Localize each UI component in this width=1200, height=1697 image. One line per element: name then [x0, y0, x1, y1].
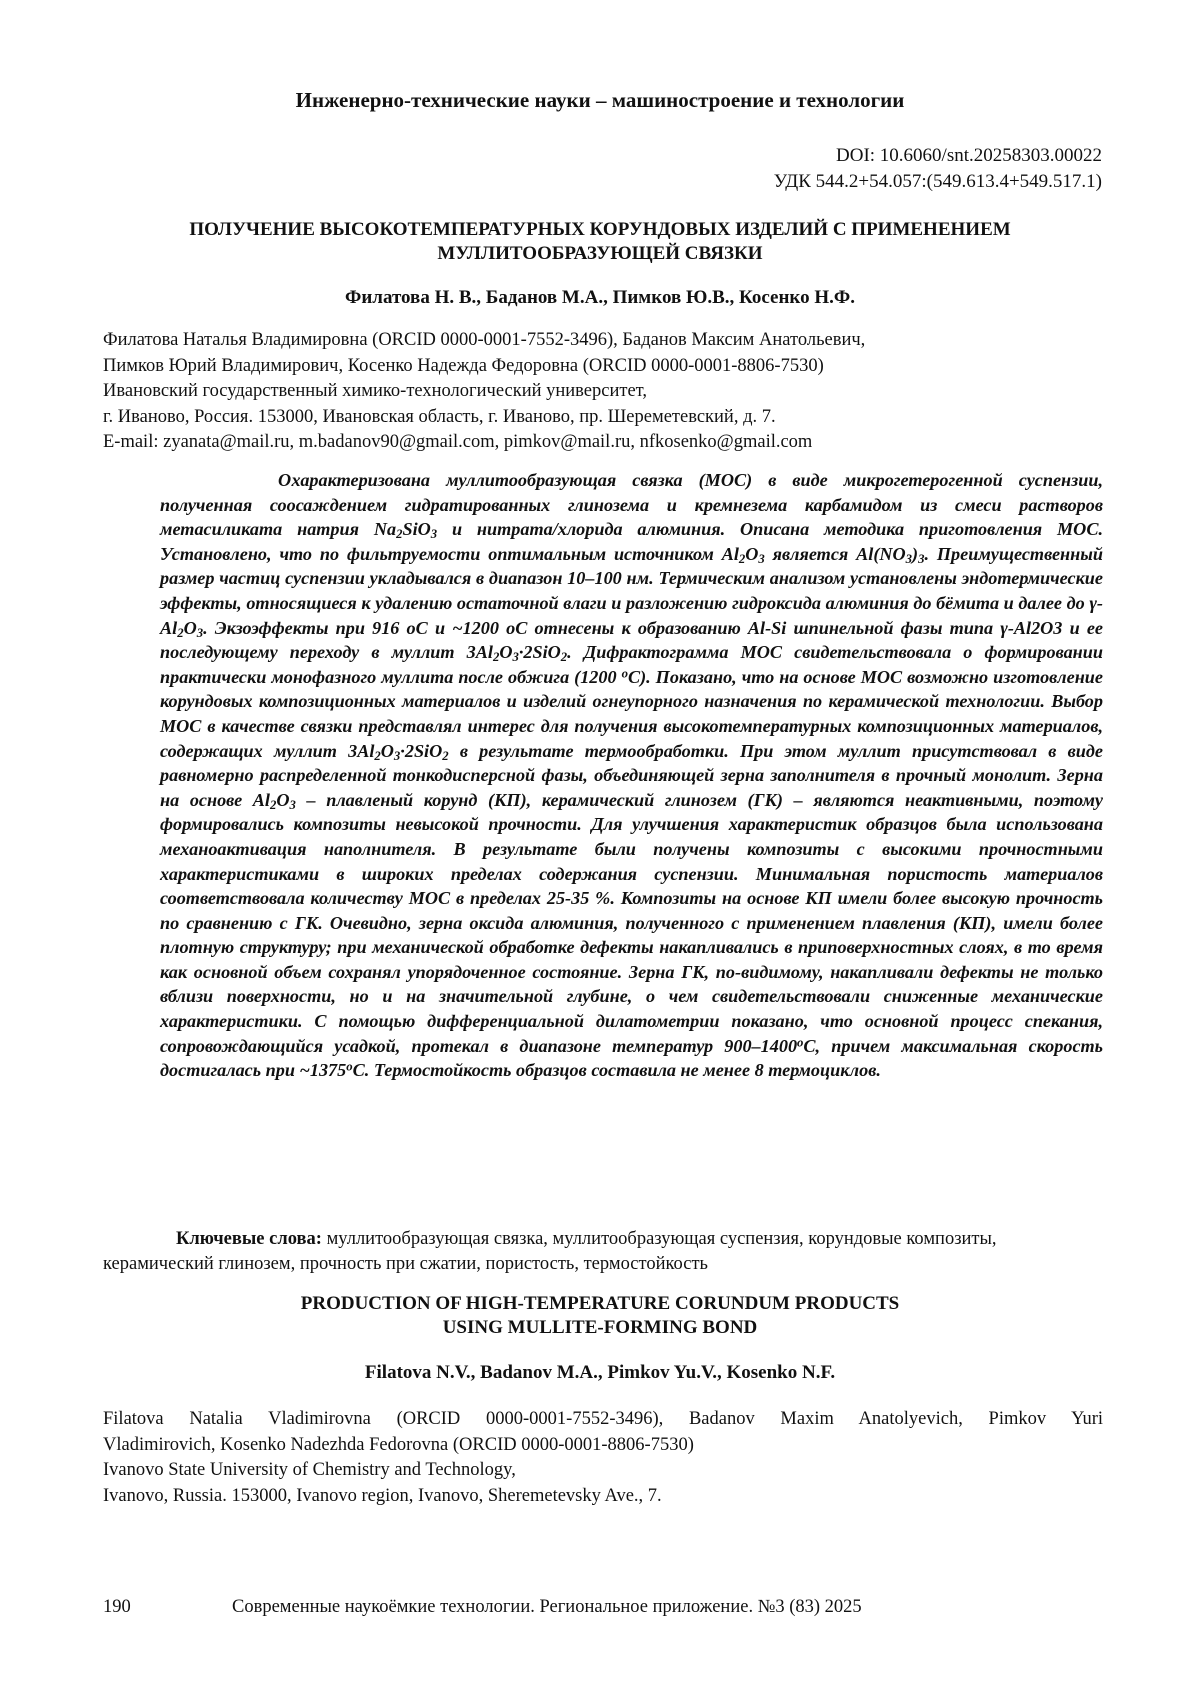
affiliation-line: Filatova Natalia Vladimirovna (ORCID 0000-0001-7552-3496), Badanov Maxim Anatolyevich, Pimkov Yuri — [103, 1409, 1103, 1429]
affiliation-english — [103, 1407, 1103, 1509]
keywords-russian — [103, 1227, 1103, 1277]
journal-footer: Современные наукоёмкие технологии. Региональное приложение. №3 (83) 2025 — [232, 1597, 862, 1617]
page-number: 190 — [103, 1597, 131, 1617]
affiliation-line: Ivanovo, Russia. 153000, Ivanovo region, Ivanovo, Sheremetevsky Ave., 7. — [103, 1485, 662, 1506]
doi: DOI: 10.6060/snt.20258303.00022 — [836, 145, 1102, 166]
affiliation-line: Ивановский государственный химико-технологический университет, — [103, 381, 647, 401]
title-en-line-1: PRODUCTION OF HIGH-TEMPERATURE CORUNDUM PRODUCTS — [300, 1293, 900, 1314]
title-russian — [160, 218, 1040, 266]
title-english — [160, 1292, 1040, 1340]
affiliation-russian — [103, 328, 1103, 456]
section-heading: Инженерно-технические науки – машиностроение и технологии — [295, 88, 905, 112]
title-ru-line-2: МУЛЛИТООБРАЗУЮЩЕЙ СВЯЗКИ — [437, 243, 763, 264]
keywords-list: муллитообразующая связка, муллитообразующая суспензия, корундовые композиты, керамический глинозем, прочность при сжатии, пористость, термостойкость — [103, 1229, 997, 1274]
doi-udk-block — [774, 143, 1102, 195]
affiliation-line: Филатова Наталья Владимировна (ORCID 0000-0001-7552-3496), Баданов Максим Анатольевич, — [103, 330, 866, 350]
affiliation-line: Vladimirovich, Kosenko Nadezhda Fedorovna (ORCID 0000-0001-8806-7530) — [103, 1434, 694, 1455]
title-ru-line-1: ПОЛУЧЕНИЕ ВЫСОКОТЕМПЕРАТУРНЫХ КОРУНДОВЫХ ИЗДЕЛИЙ С ПРИМЕНЕНИЕМ — [189, 219, 1011, 240]
affiliation-line: Ivanovo State University of Chemistry and Technology, — [103, 1460, 516, 1480]
authors-english: Filatova N.V., Badanov M.A., Pimkov Yu.V., Kosenko N.F. — [364, 1362, 836, 1383]
abstract-russian: Охарактеризована муллитообразующая связка (МОС) в виде микрогетерогенной суспензии, полученная соосаждением гидратированных глинозема и кремнезема карбамидом из смеси растворов метасиликата натрия $Na_2SiO_3$ и нитрата/хлорида алюминия. Описана методика приготовления МОС. Установлено, что по фильтруемости оптимальным источником $Al_2O_3$ является $Al(NO_3)_3$. Преимущественный размер частиц суспензии укладывался в диапазон 10–100 нм. Термическим анализом установлены эндотермические эффекты, относящиеся к удалению остаточной влаги и разложению гидроксида алюминия до бёмита и далее до $\gamma-Al_2O_3$. Экзоэффекты при 916 оС и ~1200 оС отнесены к образованию Al-Si шпинельной фазы типа γ-Al2O3 и ее последующему переходу в муллит $3Al_2O_3\cdot 2SiO_2$. Дифрактограмма МОС свидетельствовала о формировании практически монофазного муллита после обжига (1200 $^о$С). Показано, что на основе МОС возможно изготовление корундовых композиционных материалов и изделий огнеупорного назначения по керамической технологии. Выбор МОС в качестве связки представлял интерес для получения высокотемпературных композиционных материалов, содержащих муллит $3Al_2O_3\cdot 2SiO_2$ в результате термообработки. При этом муллит присутствовал в виде равномерно распределенной тонкодисперсной фазы, объединяющей зерна заполнителя в прочный монолит. Зерна на основе $Al_2O_3$ – плавленый корунд (КП), керамический глинозем (ГК) – являются неактивными, поэтому формировались композиты невысокой прочности. Для улучшения характеристик образцов была использована механоактивация наполнителя. В результате были получены композиты с высокими прочностными характеристиками в широких пределах содержания суспензии. Минимальная пористость материалов соответствовала количеству МОС в пределах 25-35 %. Композиты на основе КП имели более высокую прочность по сравнению с ГК. Очевидно, зерна оксида алюминия, полученного с применением плавления (КП), имели более плотную структуру; при механической обработке дефекты накапливались в приповерхностных слоях, в то время как основной объем сохранял упорядоченное состояние. Зерна ГК, по-видимому, накапливали дефекты не только вблизи поверхности, но и на значительной глубине, о чем свидетельствовали сниженные механические характеристики. С помощью дифференциальной дилатометрии показано, что основной процесс спекания, сопровождающийся усадкой, протекал в диапазоне температур $900-1400^оС$, причем максимальная скорость достигалась при $\sim 1375^оС$. Термостойкость образцов составила не менее 8 термоциклов. — [160, 470, 1103, 1081]
keywords-label: Ключевые слова: — [176, 1229, 322, 1249]
affiliation-line: г. Иваново, Россия. 153000, Ивановская область, г. Иваново, пр. Шереметевский, д. 7. — [103, 406, 776, 427]
udk: УДК 544.2+54.057:(549.613.4+549.517.1) — [773, 171, 1102, 192]
affiliation-line: Пимков Юрий Владимирович, Косенко Надежда Федоровна (ORCID 0000-0001-8806-7530) — [103, 355, 824, 376]
title-en-line-2: USING MULLITE-FORMING BOND — [442, 1317, 758, 1338]
authors-russian: Филатова Н. В., Баданов М.А., Пимков Ю.В., Косенко Н.Ф. — [345, 287, 855, 308]
affiliation-line: E-mail: zyanata@mail.ru, m.badanov90@gmail.com, pimkov@mail.ru, nfkosenko@gmail.com — [103, 432, 813, 452]
